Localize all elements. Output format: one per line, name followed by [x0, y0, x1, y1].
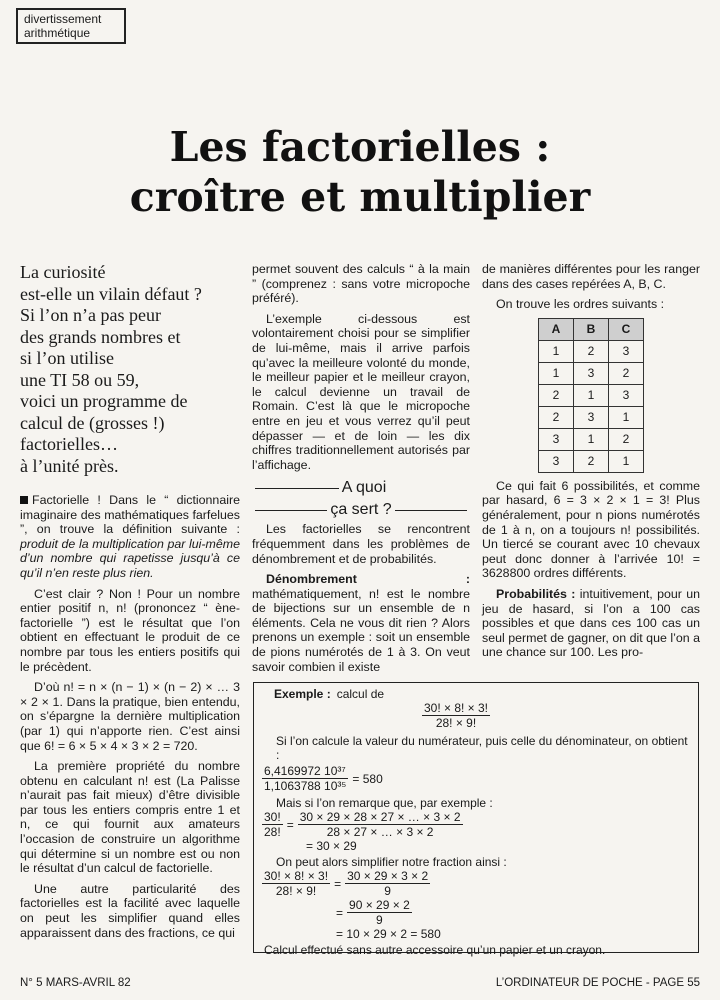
cell: 1	[609, 406, 644, 428]
cell: 3	[609, 340, 644, 362]
paragraph: On trouve les ordres suivants :	[496, 297, 665, 312]
denominator: 9	[376, 913, 383, 927]
header-cell: A	[539, 318, 574, 340]
denominator: 28! × 9!	[435, 716, 477, 730]
cell: 1	[574, 384, 609, 406]
cell: 2	[539, 384, 574, 406]
denominator: 28 × 27 × … × 3 × 2	[326, 825, 434, 839]
cell: 3	[574, 406, 609, 428]
intro-line: si l’on utilise	[20, 348, 114, 368]
cell: 2	[574, 340, 609, 362]
section-tag	[16, 8, 126, 44]
table-row	[539, 340, 644, 362]
table-header	[539, 318, 644, 340]
fraction-4: $\frac{30! \times 8! \times 3!}{28! \times 9!}$ = $\frac{30 \times 29 \times 3 \times 2}{9}$	[264, 869, 429, 898]
paragraph: D’où n! = n × (n − 1) × (n − 2) × … 3 × 2 × 1. Dans la pratique, bien entendu, on s’épargne la dernière multiplication (par 1) qui n’apporte rien. C’est ainsi que 6! = 6 × 5 × 4 × 3 × 2 = 720.	[20, 680, 240, 753]
numerator: 30 × 29 × 3 × 2	[347, 869, 429, 883]
cell: 1	[539, 340, 574, 362]
issue-info: N° 5 MARS-AVRIL 82	[20, 977, 131, 989]
table-row	[539, 428, 644, 450]
explanation: On peut alors simplifier notre fraction ainsi :	[276, 855, 507, 869]
column-2	[252, 262, 470, 680]
intro-line: est-elle un vilain défaut ?	[20, 283, 202, 304]
intro-line: à l’unité près.	[20, 455, 119, 476]
cell: 2	[574, 450, 609, 472]
numerator: 30 × 29 × 28 × 27 × … × 3 × 2	[299, 810, 461, 824]
intro-line: Si l’on n’a pas peur	[20, 305, 161, 325]
denominator: 1,1063788 10³⁵	[264, 779, 347, 793]
section-heading	[252, 500, 470, 520]
title-line-2: croître et multiplier	[129, 173, 591, 221]
header-cell: C	[609, 318, 644, 340]
rule	[255, 488, 339, 489]
cell: 3	[609, 384, 644, 406]
title-line-1: Les factorielles :	[169, 123, 551, 171]
paragraph	[20, 493, 240, 581]
column-1	[20, 493, 240, 946]
cell: 2	[539, 406, 574, 428]
numerator: 30! × 8! × 3!	[423, 701, 489, 715]
text: mathématiquement, n! est le nombre de bijections sur un ensemble de n éléments. Cela ne vous dit rien ? Alors prenons un exemple : soit un ensemble de pions numérotés de 1 à 3. On veut savoir combien il existe	[252, 586, 470, 674]
fraction	[422, 701, 490, 730]
intro-line: La curiosité	[20, 262, 106, 282]
cell: 1	[574, 428, 609, 450]
fraction	[345, 869, 430, 898]
paragraph	[252, 572, 470, 674]
intro-line: calcul de (grosses !)	[20, 412, 165, 433]
numerator: 30! × 8! × 3!	[264, 869, 329, 883]
numerator: 90 × 29 × 2	[349, 898, 410, 912]
text: Factorielle ! Dans le “ dictionnaire imaginaire des mathématiques farfelues ”, on trouve la définition suivante :	[20, 493, 240, 537]
explanation: Mais si l’on remarque que, par exemple :	[276, 796, 493, 810]
fraction-1	[222, 701, 690, 730]
cell: 3	[539, 428, 574, 450]
final-result: = 10 × 29 × 2 = 580	[336, 927, 441, 941]
example-label: Exemple :	[274, 687, 331, 701]
heading-line-2: ça sert ?	[330, 501, 392, 519]
paragraph	[482, 587, 700, 660]
intro-line: factorielles…	[20, 434, 118, 454]
table-row	[539, 450, 644, 472]
fraction-5: = $\frac{90 \times 29 \times 2}{9}$	[336, 898, 410, 927]
definition-text: produit de la multiplication par lui-même d’un nombre qui rapetisse jusqu’à ce qu’il n’en reste plus rien.	[20, 536, 240, 580]
intro-block	[20, 262, 242, 477]
paragraph: C’est clair ? Non ! Pour un nombre entier positif n, n! (prononcez “ ène-factorielle ”) est le résultat que l’on obtient en effectuant le produit de ce nombre par tous les entiers positifs qui le précèdent.	[20, 586, 240, 674]
cell: 1	[539, 362, 574, 384]
table-row	[539, 384, 644, 406]
section-tag-line-2: arithmétique	[24, 26, 91, 40]
closing-note: Calcul effectué sans autre accessoire qu’un papier et un crayon.	[264, 943, 606, 957]
text: intuitivement, pour un jeu de hasard, si l’on a 100 cas possibles et que dans ces 100 cas un seul permet de gagner, on dit que l’on a une chance sur 100. Les pro-	[482, 586, 700, 660]
intro-line: des grands nombres et	[20, 326, 181, 347]
paragraph: L’exemple ci-dessous est volontairement choisi pour se simplifier de lui-même, mais il arrive parfois qu’avec la meilleure volonté du monde, le meilleur papier et le meilleur crayon, le calcul devienne un travail de Romain. C’est là que le micropoche entre en jeu et vous verrez qu’il peut dépasser — et de loin — les dix chiffres traditionnellement autorisés par l’affichage.	[252, 311, 470, 472]
fraction	[347, 898, 412, 927]
rule	[395, 510, 467, 511]
heading-line-1: A quoi	[341, 479, 387, 497]
cell: 2	[609, 362, 644, 384]
example-box	[253, 682, 699, 957]
fraction	[262, 764, 348, 793]
page-info: L’ORDINATEUR DE POCHE - PAGE 55	[495, 977, 700, 989]
paragraph: Les factorielles se rencontrent fréquemment dans les problèmes de dénombrement et de probabilités.	[252, 522, 470, 566]
fraction	[262, 869, 330, 898]
cell: 1	[609, 450, 644, 472]
orders-table	[538, 318, 644, 473]
denominator: 28!	[264, 825, 281, 839]
paragraph: permet souvent des calculs “ à la main ” (comprenez : sans votre micropoche préféré).	[252, 262, 470, 306]
rule	[255, 510, 327, 511]
table-row	[539, 406, 644, 428]
paragraph: Ce qui fait 6 possibilités, et comme par hasard, 6 = 3 × 2 × 1 = 3! Plus généralement, pour n pions numérotés de 1 à n, on a toujours n! possibilités. Un tiercé se courant avec 10 chevaux peut donc donner à l’arrivée 10! = 3628800 ordres différents.	[482, 478, 700, 581]
result: = 30 × 29	[306, 839, 357, 853]
bold-term: Probabilités :	[496, 586, 576, 601]
result: = 580	[352, 771, 383, 786]
explanation: Si l’on calcule la valeur du numérateur, puis celle du dénominateur, on obtient :	[276, 734, 688, 762]
example-intro	[274, 687, 690, 701]
fraction	[262, 810, 283, 839]
paragraph: de manières différentes pour les ranger dans des cases repérées A, B, C.	[482, 262, 700, 291]
article-title	[0, 122, 720, 222]
table-row	[539, 362, 644, 384]
fraction	[298, 810, 463, 839]
section-heading	[252, 478, 470, 498]
denominator: 28! × 9!	[275, 884, 317, 898]
column-3	[482, 262, 700, 666]
header-cell: B	[574, 318, 609, 340]
bold-term: Dénombrement :	[266, 572, 470, 587]
square-bullet-icon	[20, 496, 28, 504]
fraction-3: $\frac{30!}{28!}$ = $\frac{30 \times 29 \times 28 \times 27 \times \dots \times 3 \times 2}{28 \times 27 \times \dots \times 3 \times 2}$	[264, 810, 461, 839]
numerator: 30!	[264, 810, 281, 824]
cell: 3	[574, 362, 609, 384]
paragraph: La première propriété du nombre obtenu en calculant n! est (La Palisse n’aurait pas fait mieux) d’être divisible par tous les entiers compris entre 1 et n, ce qui fournit aux amateurs l’occasion de construire un algorithme qui détermine si un nombre est ou non le résultat d’un calcul de factorielle.	[20, 759, 240, 876]
denominator: 9	[384, 884, 391, 898]
intro-line: voici un programme de	[20, 391, 188, 411]
cell: 2	[609, 428, 644, 450]
section-tag-line-1: divertissement	[24, 12, 102, 26]
numerator: 6,4169972 10³⁷	[264, 764, 346, 778]
intro-line: une TI 58 ou 59,	[20, 369, 140, 390]
cell: 3	[539, 450, 574, 472]
fraction-2	[262, 764, 690, 793]
example-text: calcul de	[336, 687, 385, 701]
paragraph: Une autre particularité des factorielles est la facilité avec laquelle on peut les simplifier quand elles apparaissent dans des fractions, ce qui	[20, 881, 240, 940]
